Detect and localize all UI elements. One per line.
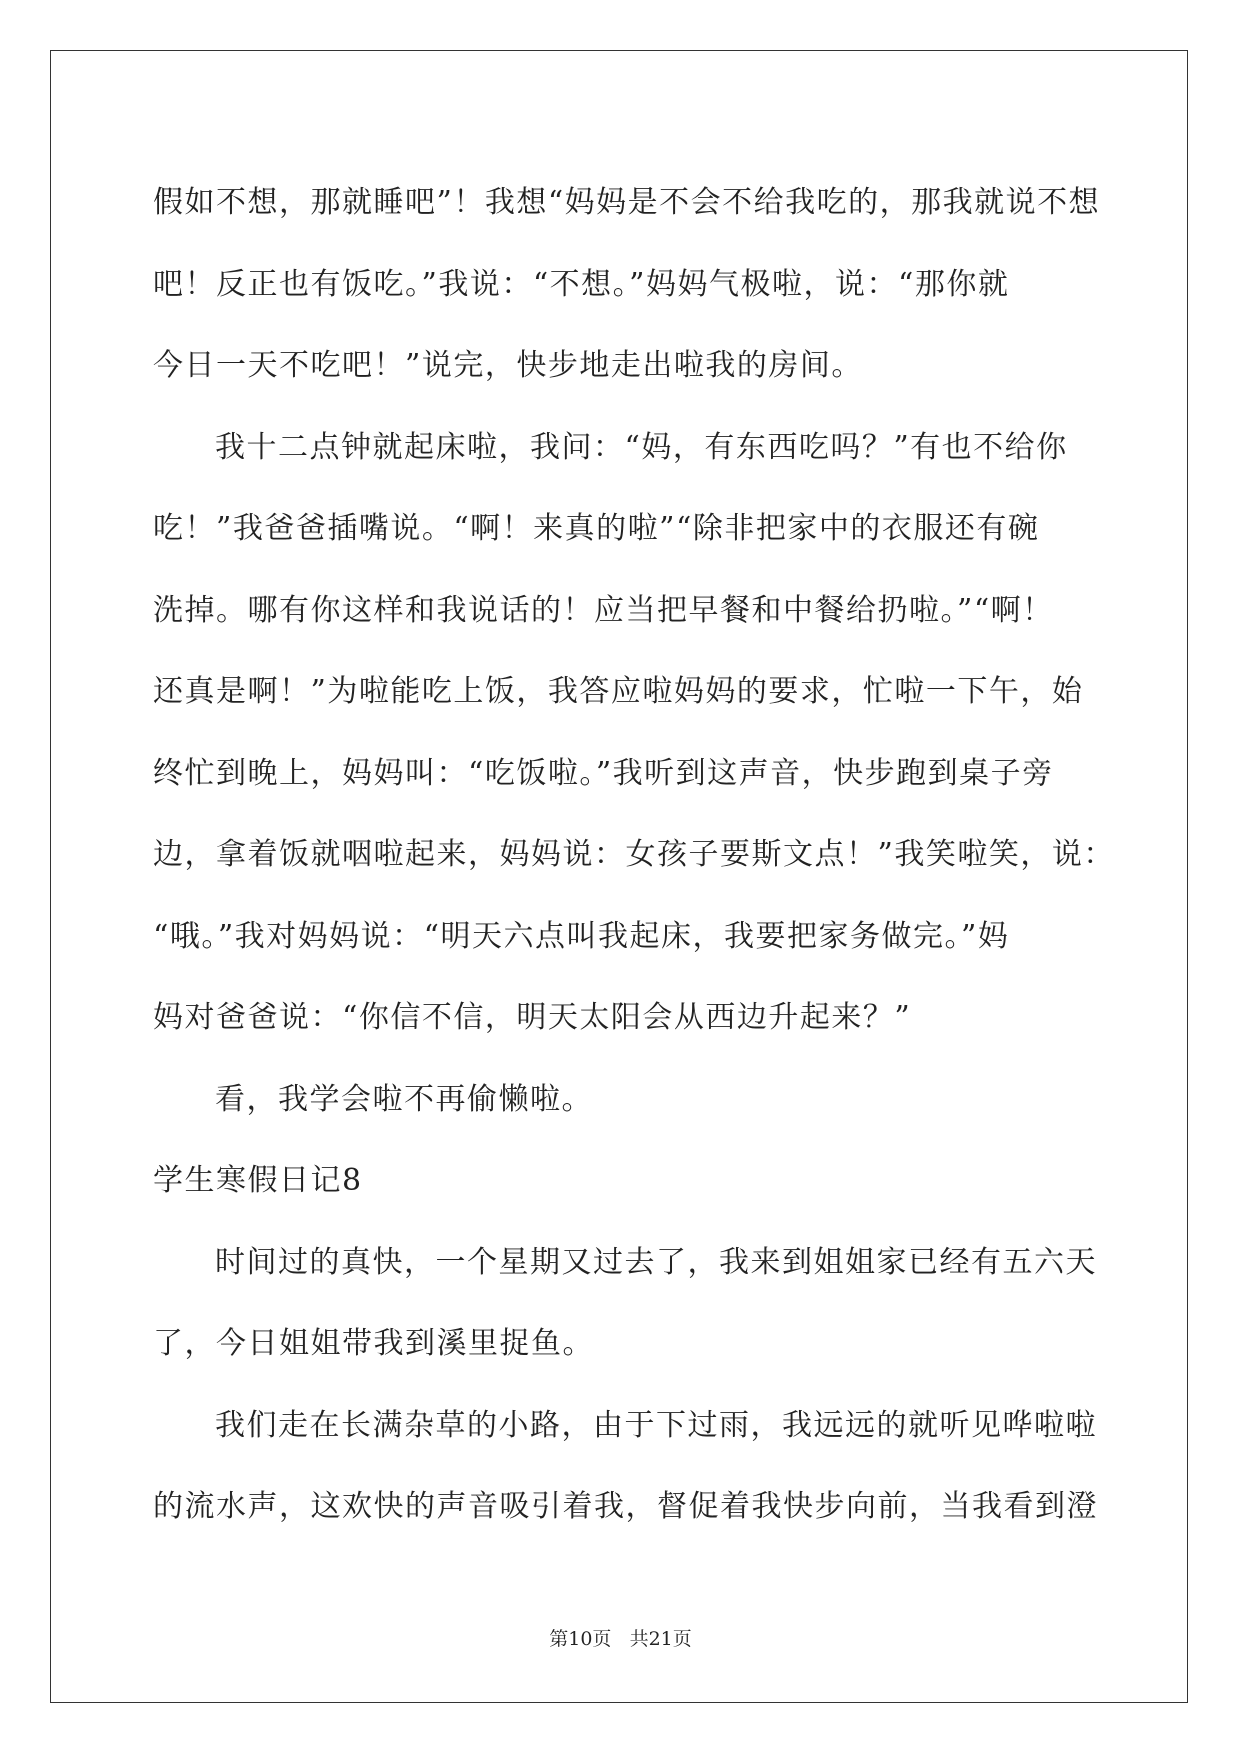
text-line-8: 终忙到晚上，妈妈叫：“吃饭啦。”我听到这声音，快步跑到桌子旁 (153, 755, 1054, 791)
text-line-5: 吃！”我爸爸插嘴说。“啊！来真的啦”“除非把家中的衣服还有碗 (153, 511, 1040, 546)
text-line-2: 吧！反正也有饭吃。”我说：“不想。”妈妈气极啦，说：“那你就 (153, 266, 1010, 302)
text-line-3: 今日一天不吃吧！”说完，快步地走出啦我的房间。 (153, 348, 863, 383)
document-body (153, 162, 1115, 1548)
text-line-16: 我们走在长满杂草的小路，由于下过雨，我远远的就听见哗啦啦 (215, 1407, 1097, 1443)
text-line-6: 洗掉。哪有你这样和我说话的！应当把早餐和中餐给扔啦。”“啊！ (153, 592, 1054, 628)
page-footer (0, 1624, 1241, 1651)
text-line-11: 妈对爸爸说：“你信不信，明天太阳会从西边升起来？” (153, 1000, 912, 1035)
text-line-10: “哦。”我对妈妈说：“明天六点叫我起床，我要把家务做完。”妈 (153, 918, 1010, 954)
section-heading: 学生寒假日记8 (153, 1163, 363, 1198)
text-line-4: 我十二点钟就起床啦，我问：“妈，有东西吃吗？”有也不给你 (215, 429, 1068, 465)
text-line-9: 边，拿着饭就咽啦起来，妈妈说：女孩子要斯文点！”我笑啦笑，说： (153, 837, 1115, 872)
text-line-12: 看，我学会啦不再偷懒啦。 (215, 1081, 593, 1117)
text-line-15: 了，今日姐姐带我到溪里捉鱼。 (153, 1326, 594, 1361)
text-line-1: 假如不想，那就睡吧”！我想“妈妈是不会不给我吃的，那我就说不想 (153, 185, 1101, 220)
text-line-14: 时间过的真快，一个星期又过去了，我来到姐姐家已经有五六天 (215, 1244, 1097, 1280)
text-line-17: 的流水声，这欢快的声音吸引着我，督促着我快步向前，当我看到澄 (153, 1489, 1098, 1524)
page-number: 第10页 (549, 1628, 612, 1650)
text-line-7: 还真是啊！”为啦能吃上饭，我答应啦妈妈的要求，忙啦一下午，始 (153, 674, 1084, 709)
page-total: 共21页 (629, 1628, 692, 1650)
